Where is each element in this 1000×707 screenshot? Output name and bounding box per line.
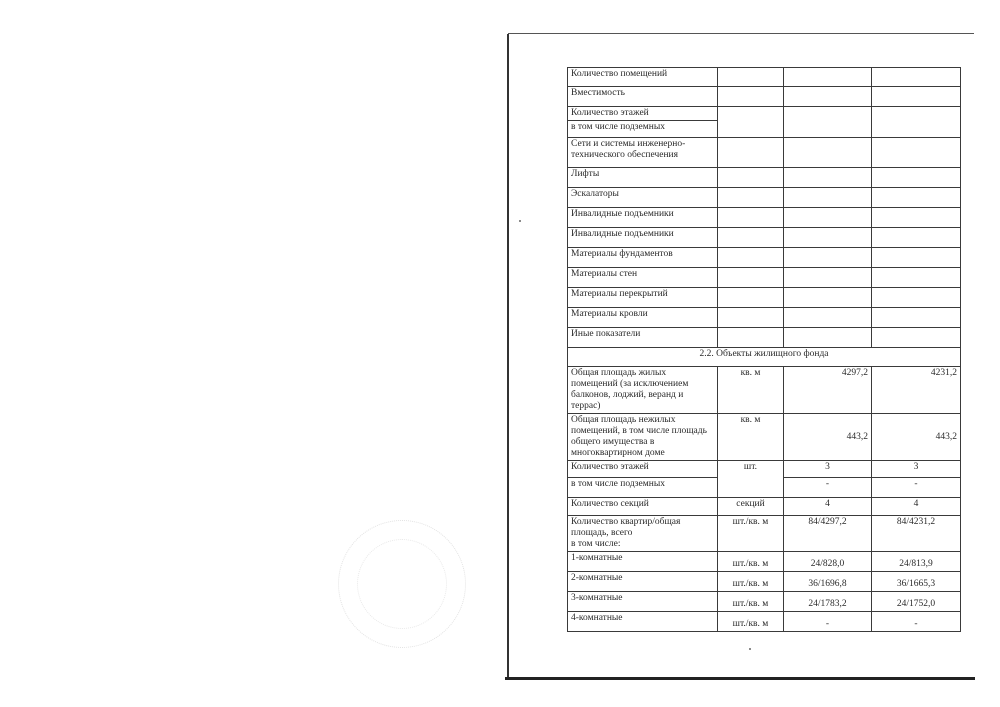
row-label: в том числе подземных <box>568 121 718 138</box>
row-actual-value: 3 <box>872 461 961 478</box>
scan-speck <box>749 648 751 650</box>
row-label: 1-комнатные <box>568 552 718 572</box>
table-row <box>568 367 961 414</box>
row-unit: секций <box>718 498 784 516</box>
scan-border-left <box>507 34 509 679</box>
row-label: в том числе подземных <box>568 478 718 498</box>
row-label: Материалы стен <box>568 268 718 288</box>
row-label: Количество этажей <box>568 461 718 478</box>
row-unit: шт./кв. м <box>718 572 784 592</box>
row-unit: шт./кв. м <box>718 612 784 632</box>
row-planned-value: 443,2 <box>784 414 872 461</box>
row-label: 3-комнатные <box>568 592 718 612</box>
table-row <box>568 107 961 121</box>
row-actual-value: 24/1752,0 <box>872 592 961 612</box>
row-label: Сети и системы инженерно-технического обеспечения <box>568 138 718 168</box>
row-actual-value: 36/1665,3 <box>872 572 961 592</box>
row-actual-value: 4231,2 <box>872 367 961 414</box>
row-unit: шт. <box>718 461 784 498</box>
row-label: Количество квартир/общая площадь, всего в том числе: <box>568 516 718 552</box>
table-row <box>568 188 961 208</box>
table-row <box>568 552 961 572</box>
row-label: 4-комнатные <box>568 612 718 632</box>
table-row <box>568 498 961 516</box>
scan-speck <box>519 220 521 222</box>
row-planned-value: 4 <box>784 498 872 516</box>
table-row <box>568 592 961 612</box>
row-planned-value: 84/4297,2 <box>784 516 872 552</box>
row-actual-value: - <box>872 612 961 632</box>
table-row <box>568 308 961 328</box>
row-planned-value: 3 <box>784 461 872 478</box>
row-label: Количество секций <box>568 498 718 516</box>
row-unit: шт./кв. м <box>718 516 784 552</box>
row-actual-value: 443,2 <box>872 414 961 461</box>
table-row <box>568 138 961 168</box>
row-label: Количество помещений <box>568 68 718 87</box>
table-row <box>568 68 961 87</box>
table-row <box>568 572 961 592</box>
table-row <box>568 268 961 288</box>
table-row <box>568 461 961 478</box>
row-planned-value: 36/1696,8 <box>784 572 872 592</box>
row-label: Материалы перекрытий <box>568 288 718 308</box>
row-planned-value: 24/1783,2 <box>784 592 872 612</box>
table-row <box>568 288 961 308</box>
row-label: Общая площадь нежилых помещений, в том числе площадь общего имущества в многоквартирном доме <box>568 414 718 461</box>
row-unit: шт./кв. м <box>718 592 784 612</box>
row-label: Лифты <box>568 168 718 188</box>
row-label: Иные показатели <box>568 328 718 348</box>
table-row <box>568 208 961 228</box>
row-unit: кв. м <box>718 367 784 414</box>
row-label: Количество этажей <box>568 107 718 121</box>
row-label: Материалы фундаментов <box>568 248 718 268</box>
row-unit: кв. м <box>718 414 784 461</box>
row-label: Общая площадь жилых помещений (за исключением балконов, лоджий, веранд и террас) <box>568 367 718 414</box>
row-actual-value: - <box>872 478 961 498</box>
building-parameters-table <box>567 67 961 632</box>
faint-stamp-seal <box>338 520 466 648</box>
table-row <box>568 612 961 632</box>
table-row <box>568 228 961 248</box>
table-row <box>568 414 961 461</box>
row-planned-value: 24/828,0 <box>784 552 872 572</box>
table-row <box>568 248 961 268</box>
row-label: Инвалидные подъемники <box>568 228 718 248</box>
table-row <box>568 87 961 107</box>
table-row <box>568 168 961 188</box>
row-planned-value: - <box>784 478 872 498</box>
row-label: Материалы кровли <box>568 308 718 328</box>
row-label: Вместимость <box>568 87 718 107</box>
row-actual-value: 4 <box>872 498 961 516</box>
table-row <box>568 516 961 552</box>
row-actual-value: 24/813,9 <box>872 552 961 572</box>
scan-border-top <box>508 33 974 34</box>
row-unit: шт./кв. м <box>718 552 784 572</box>
row-label: Инвалидные подъемники <box>568 208 718 228</box>
section-title: 2.2. Объекты жилищного фонда <box>568 348 961 367</box>
row-planned-value: 4297,2 <box>784 367 872 414</box>
row-label: Эскалаторы <box>568 188 718 208</box>
table-row <box>568 328 961 348</box>
row-label: 2-комнатные <box>568 572 718 592</box>
row-planned-value: - <box>784 612 872 632</box>
row-actual-value: 84/4231,2 <box>872 516 961 552</box>
scan-border-bottom <box>505 677 975 680</box>
section-header-row <box>568 348 961 367</box>
